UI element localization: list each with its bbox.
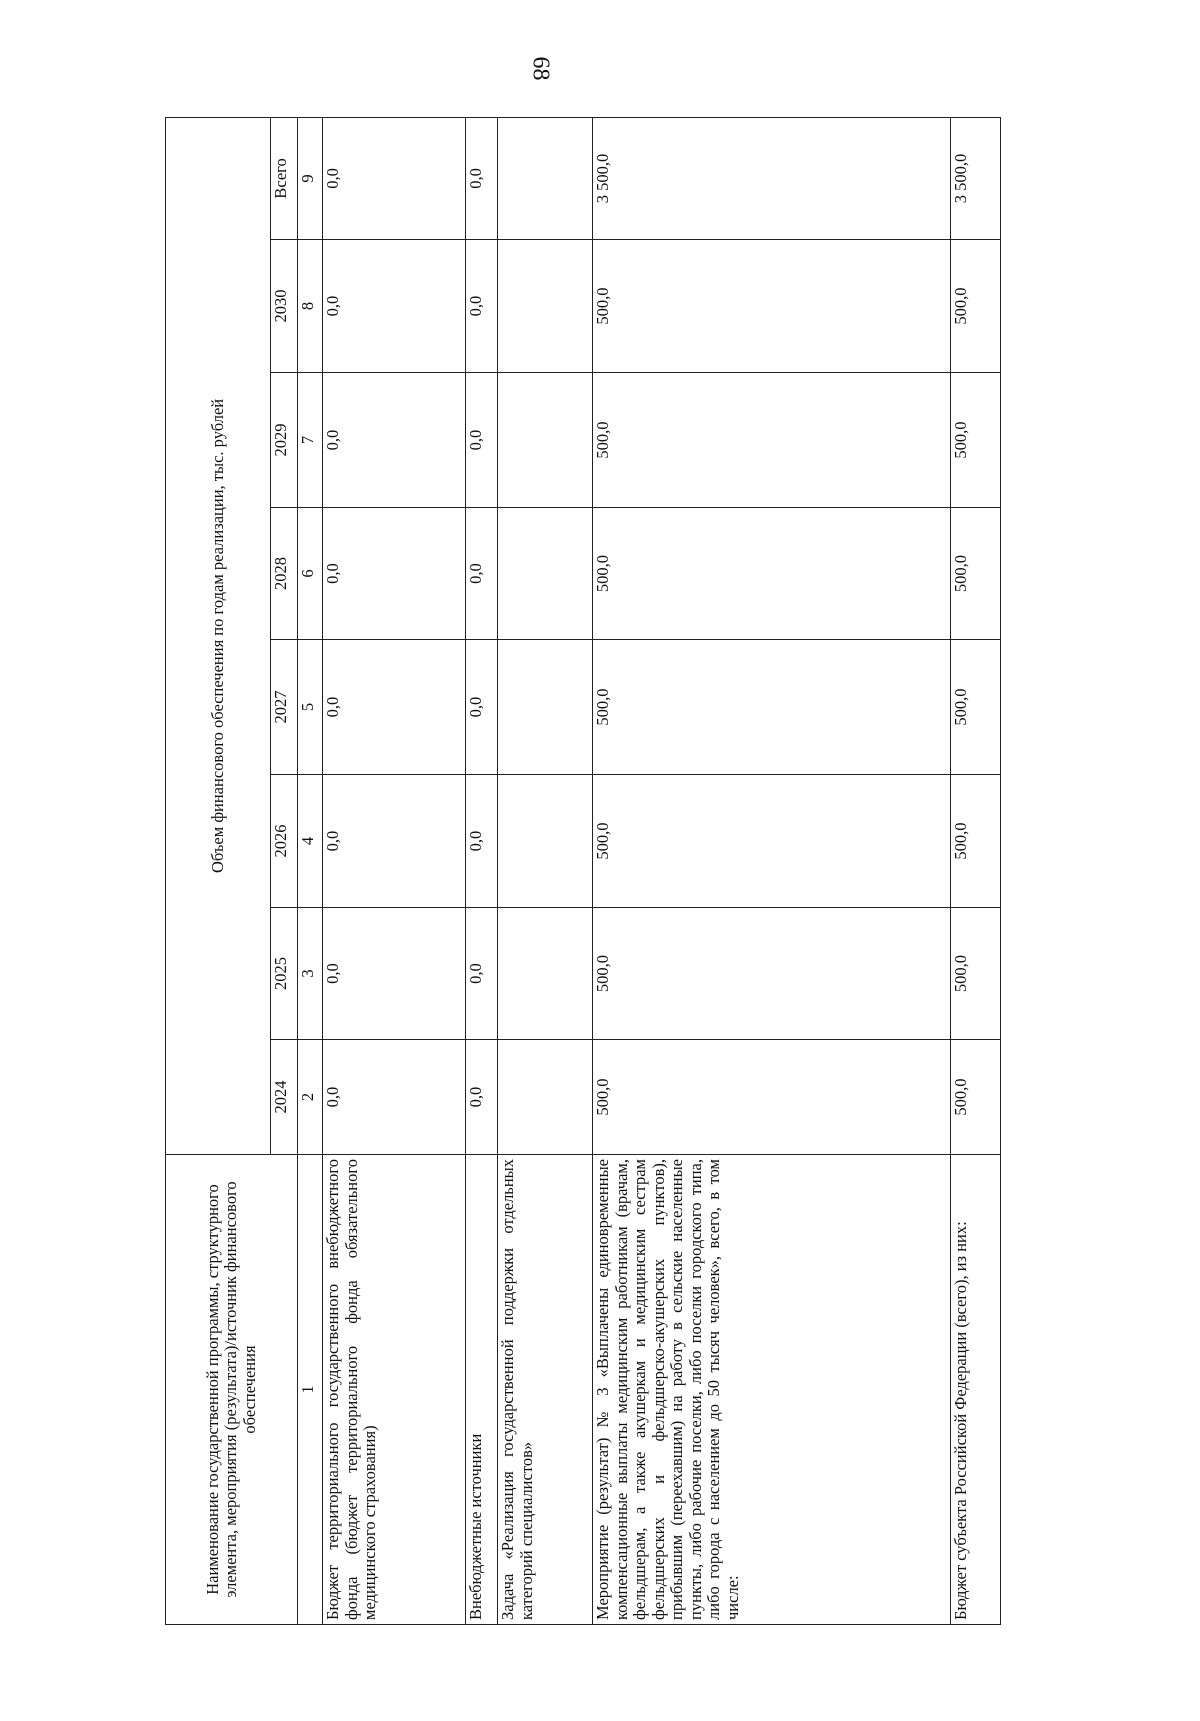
row-value: 0,0: [323, 117, 466, 239]
row-value: 0,0: [323, 775, 466, 908]
row-value: 500,0: [951, 1040, 1001, 1155]
row-name: Задача «Реализация государственной поддержки отдельных категорий специалистов»: [498, 1155, 593, 1625]
column-number: 1: [298, 1155, 323, 1625]
row-value: [498, 775, 593, 908]
header-year: 2027: [271, 640, 298, 775]
row-value: 0,0: [466, 775, 498, 908]
header-year: 2028: [271, 508, 298, 640]
row-value: 3 500,0: [951, 117, 1001, 239]
row-value: 500,0: [593, 908, 951, 1040]
row-value: 0,0: [466, 908, 498, 1040]
header-group: Объем финансового обеспечения по годам реализации, тыс. рублей: [166, 117, 271, 1154]
column-number: 7: [298, 373, 323, 508]
row-name: Бюджет территориального государственного внебюджетного фонда (бюджет территориального фонда обязательного медицинского страхования): [323, 1155, 466, 1625]
header-name: Наименование государственной программы, структурного элемента, мероприятия (результата)/источник финансового обеспечения: [166, 1155, 298, 1625]
row-value: 0,0: [323, 1040, 466, 1155]
row-value: 3 500,0: [593, 117, 951, 239]
row-value: 0,0: [466, 640, 498, 775]
row-value: [498, 1040, 593, 1155]
row-value: 500,0: [951, 908, 1001, 1040]
header-year: 2025: [271, 908, 298, 1040]
row-value: [498, 373, 593, 508]
column-number: 8: [298, 240, 323, 373]
row-value: 0,0: [323, 640, 466, 775]
row-value: 0,0: [323, 908, 466, 1040]
row-name: Мероприятие (результат) № 3 «Выплачены единовременные компенсационные выплаты медицинским работникам (врачам, фельдшерам, а также акушеркам и медицинским сестрам фельдшерских и фельдшерско-акушерских пунктов), прибывшим (переехавшим) на работу в сельские населенные пункты, либо рабочие поселки, либо поселки городского типа, либо города с населением до 50 тысяч человек», всего, в том числе:: [593, 1155, 951, 1625]
column-number: 4: [298, 775, 323, 908]
row-value: 500,0: [593, 775, 951, 908]
table-row: [323, 117, 466, 1624]
row-value: 500,0: [593, 373, 951, 508]
row-value: 500,0: [951, 373, 1001, 508]
header-year: 2024: [271, 1040, 298, 1155]
row-name: Бюджет субъекта Российской Федерации (всего), из них:: [951, 1155, 1001, 1625]
row-value: [498, 117, 593, 239]
row-value: [498, 508, 593, 640]
column-number: 2: [298, 1040, 323, 1155]
row-value: 0,0: [466, 240, 498, 373]
row-value: 500,0: [951, 508, 1001, 640]
header-year: 2026: [271, 775, 298, 908]
row-value: 500,0: [593, 508, 951, 640]
row-value: 0,0: [466, 373, 498, 508]
row-value: 500,0: [951, 640, 1001, 775]
column-number: 3: [298, 908, 323, 1040]
header-total: Всего: [271, 117, 298, 239]
row-name: Внебюджетные источники: [466, 1155, 498, 1625]
column-number: 9: [298, 117, 323, 239]
financing-table: [165, 117, 1001, 1625]
row-value: 500,0: [593, 640, 951, 775]
page-number: 68: [527, 56, 554, 81]
row-value: [498, 640, 593, 775]
row-value: [498, 908, 593, 1040]
table-row: [593, 117, 951, 1624]
row-value: 500,0: [593, 1040, 951, 1155]
row-value: 0,0: [323, 508, 466, 640]
row-value: 0,0: [466, 117, 498, 239]
table-row: [951, 117, 1001, 1624]
header-year: 2029: [271, 373, 298, 508]
row-value: 0,0: [323, 240, 466, 373]
row-value: 500,0: [951, 240, 1001, 373]
row-value: 500,0: [951, 775, 1001, 908]
row-value: 500,0: [593, 240, 951, 373]
column-number: 5: [298, 640, 323, 775]
row-value: [498, 240, 593, 373]
row-value: 0,0: [466, 508, 498, 640]
row-value: 0,0: [323, 373, 466, 508]
table-row: [466, 117, 498, 1624]
table-row: [498, 117, 593, 1624]
row-value: 0,0: [466, 1040, 498, 1155]
header-year: 2030: [271, 240, 298, 373]
column-number: 6: [298, 508, 323, 640]
rotated-table-container: [165, 118, 1000, 1625]
